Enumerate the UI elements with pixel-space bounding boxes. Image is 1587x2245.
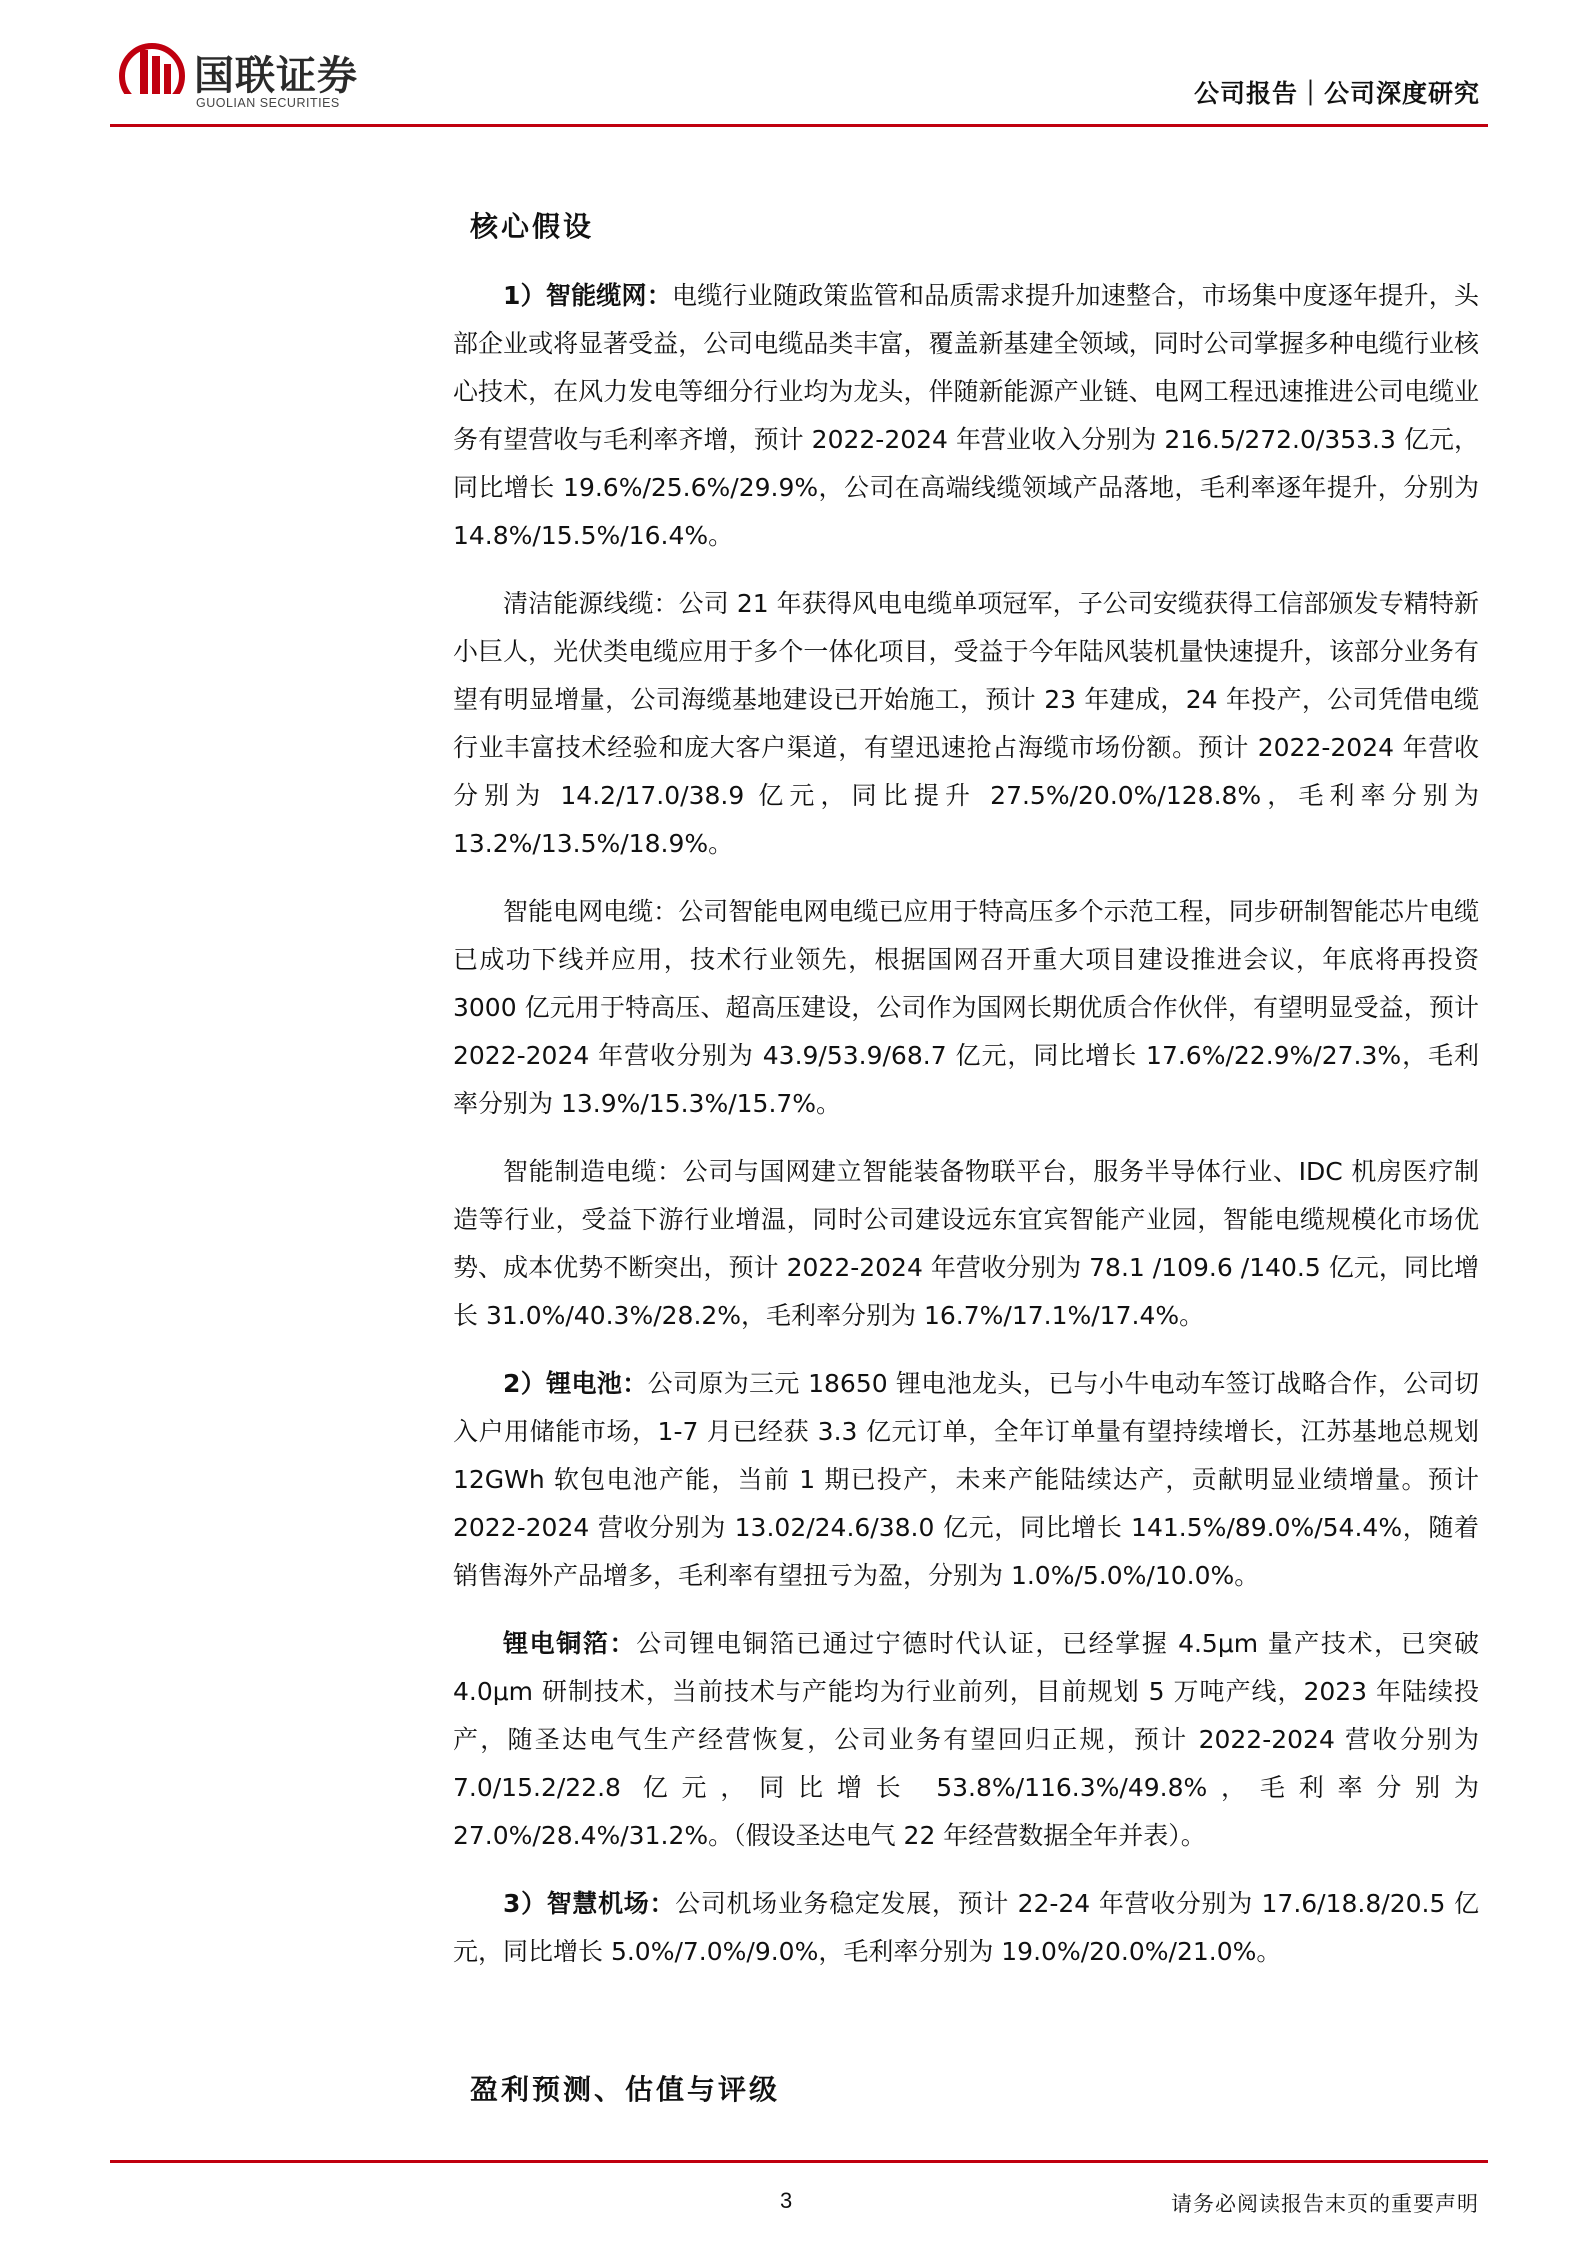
paragraph-lead: 1）智能缆网： (503, 281, 672, 310)
report-type-label: 公司报告｜公司深度研究 (1193, 79, 1480, 108)
paragraph-lead: 锂电铜箔： (503, 1629, 637, 1658)
paragraph-lithium-copper-foil (453, 1620, 1479, 1860)
footer-disclaimer: 请务必阅读报告末页的重要声明 (1171, 2192, 1479, 2216)
paragraph-lead: 智能电网电缆： (503, 897, 679, 926)
paragraph-smart-manufacturing-cable (453, 1148, 1479, 1340)
paragraph-smart-grid-cable (453, 888, 1479, 1128)
paragraph-text: 公司原为三元 18650 锂电池龙头，已与小牛电动车签订战略合作，公司切入户用储能市场，1-7 月已经获 3.3 亿元订单，全年订单量有望持续增长，江苏基地总规划 12GWh 软包电池产能，当前 1 期已投产，未来产能陆续达产，贡献明显业绩增量。预计 2022-2024 营收分别为 13.02/24.6/38.0 亿元，同比增长 141.5%/89.0%/54.4%，随着销售海外产品增多，毛利率有望扭亏为盈，分别为 1.0%/5.0%/10.0%。 (453, 1369, 1479, 1590)
paragraph-clean-energy-cable (453, 580, 1479, 868)
company-logo (110, 40, 410, 120)
page-number: 3 (780, 2188, 793, 2213)
paragraph-text: 电缆行业随政策监管和品质需求提升加速整合，市场集中度逐年提升，头部企业或将显著受益，公司电缆品类丰富，覆盖新基建全领域，同时公司掌握多种电缆行业核心技术，在风力发电等细分行业均为龙头，伴随新能源产业链、电网工程迅速推进公司电缆业务有望营收与毛利率齐增，预计 2022-2024 年营业收入分别为 216.5/272.0/353.3 亿元，同比增长 19.6%/25.6%/29.9%，公司在高端线缆领域产品落地，毛利率逐年提升，分别为 14.8%/15.5%/16.4%。 (453, 281, 1479, 550)
paragraph-text: 公司机场业务稳定发展，预计 22-24 年营收分别为 17.6/18.8/20.5 亿元，同比增长 5.0%/7.0%/9.0%，毛利率分别为 19.0%/20.0%/21.0%。 (453, 1889, 1479, 1966)
paragraph-lead: 清洁能源线缆： (503, 589, 679, 618)
paragraph-text: 公司智能电网电缆已应用于特高压多个示范工程，同步研制智能芯片电缆已成功下线并应用，技术行业领先，根据国网召开重大项目建设推进会议，年底将再投资 3000 亿元用于特高压、超高压建设，公司作为国网长期优质合作伙伴，有望明显受益，预计 2022-2024 年营收分别为 43.9/53.9/68.7 亿元，同比增长 17.6%/22.9%/27.3%，毛利率分别为 13.9%/15.3%/15.7%。 (453, 897, 1479, 1118)
section-title-core-assumptions: 核心假设 (470, 210, 595, 243)
paragraph-lead: 3）智慧机场： (503, 1889, 676, 1918)
paragraph-text: 公司与国网建立智能装备物联平台，服务半导体行业、IDC 机房医疗制造等行业，受益下游行业增温，同时公司建设远东宜宾智能产业园，智能电缆规模化市场优势、成本优势不断突出，预计 2022-2024 年营收分别为 78.1 /109.6 /140.5 亿元，同比增长 31.0%/40.3%/28.2%，毛利率分别为 16.7%/17.1%/17.4%。 (453, 1157, 1479, 1330)
paragraph-lead: 2）锂电池： (503, 1369, 648, 1398)
report-body (453, 272, 1479, 1976)
header-divider (110, 124, 1488, 127)
section-title-forecast: 盈利预测、估值与评级 (470, 2073, 781, 2106)
logo-chinese-name: 国联证券 (194, 53, 358, 99)
logo-english-name: GUOLIAN SECURITIES (196, 96, 340, 110)
paragraph-lithium-battery (453, 1360, 1479, 1600)
logo-mark-icon (118, 42, 186, 110)
footer-divider (110, 2160, 1488, 2163)
paragraph-text: 公司 21 年获得风电电缆单项冠军，子公司安缆获得工信部颁发专精特新小巨人，光伏类电缆应用于多个一体化项目，受益于今年陆风装机量快速提升，该部分业务有望有明显增量，公司海缆基地建设已开始施工，预计 23 年建成，24 年投产，公司凭借电缆行业丰富技术经验和庞大客户渠道，有望迅速抢占海缆市场份额。预计 2022-2024 年营收分别为 14.2/17.0/38.9 亿元，同比提升 27.5%/20.0%/128.8%，毛利率分别为 13.2%/13.5%/18.9%。 (453, 589, 1479, 858)
paragraph-text: 公司锂电铜箔已通过宁德时代认证，已经掌握 4.5μm 量产技术，已突破 4.0μm 研制技术，当前技术与产能均为行业前列，目前规划 5 万吨产线，2023 年陆续投产，随圣达电气生产经营恢复，公司业务有望回归正规，预计 2022-2024 营收分别为 7.0/15.2/22.8 亿元，同比增长 53.8%/116.3%/49.8%，毛利率分别为 27.0%/28.4%/31.2%。（假设圣达电气 22 年经营数据全年并表）。 (453, 1629, 1479, 1850)
paragraph-smart-airport (453, 1880, 1479, 1976)
page-header (110, 40, 1480, 122)
paragraph-smart-cable-network (453, 272, 1479, 560)
paragraph-lead: 智能制造电缆： (503, 1157, 683, 1186)
